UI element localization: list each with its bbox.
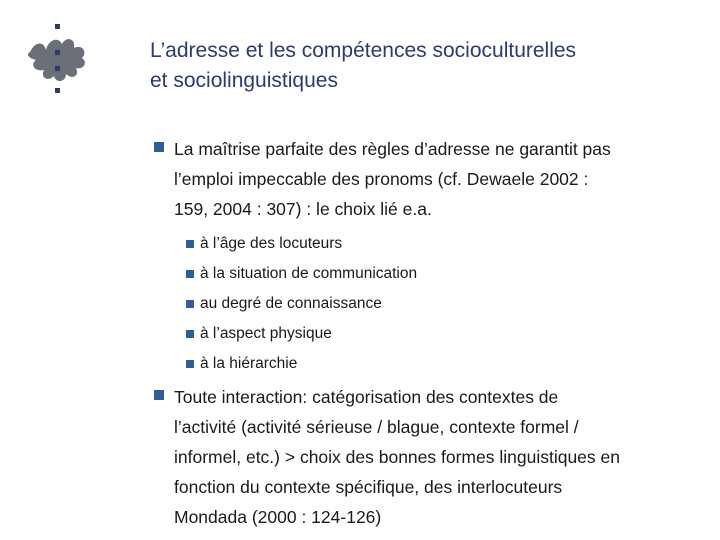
square-bullet-icon [186, 240, 194, 248]
bullet-2-line-1: Toute interaction: catégorisation des contextes de [174, 387, 559, 407]
subitem-age [182, 234, 697, 254]
bullet-2-line-3: informel, etc.) > choix des bonnes formes linguistiques en [174, 447, 620, 467]
title-line-1: L’adresse et les compétences socioculturelles [150, 39, 577, 62]
subitem-label: à l’âge des locuteurs [200, 235, 343, 252]
subitem-label: à l’aspect physique [200, 325, 332, 342]
square-bullet-icon [154, 390, 164, 400]
bullet-1-line-3: 159, 2004 : 307) : le choix lié e.a. [174, 199, 432, 219]
square-bullet-icon [154, 142, 164, 152]
slide-title [150, 36, 690, 96]
subitem-label: à la situation de communication [200, 265, 418, 282]
subitem-degree [182, 294, 697, 314]
bullet-2-line-4: fonction du contexte spécifique, des interlocuteurs [174, 477, 563, 497]
bullet-2-line-2: l’activité (activité sérieuse / blague, contexte formel / [174, 417, 579, 437]
square-bullet-icon [186, 300, 194, 308]
subitem-aspect [182, 324, 697, 344]
subitem-situation [182, 264, 697, 284]
university-logo-icon [22, 22, 92, 100]
subitem-label: au degré de connaissance [200, 295, 382, 312]
bullet-1-line-2: l’emploi impeccable des pronoms (cf. Dewaele 2002 : [174, 169, 589, 189]
bullet-2-line-5: Mondada (2000 : 124-126) [174, 507, 382, 527]
subitem-label: à la hiérarchie [200, 355, 298, 372]
bullet-1 [152, 134, 697, 224]
subitem-hierarchy [182, 354, 697, 374]
title-line-2: et sociolinguistiques [150, 69, 338, 92]
square-bullet-icon [186, 330, 194, 338]
bullet-1-line-1: La maîtrise parfaite des règles d’adresse ne garantit pas [174, 139, 611, 159]
bullet-1-subitems [182, 234, 697, 374]
bullet-2 [152, 382, 697, 532]
square-bullet-icon [186, 270, 194, 278]
square-bullet-icon [186, 360, 194, 368]
slide-body [152, 134, 697, 532]
